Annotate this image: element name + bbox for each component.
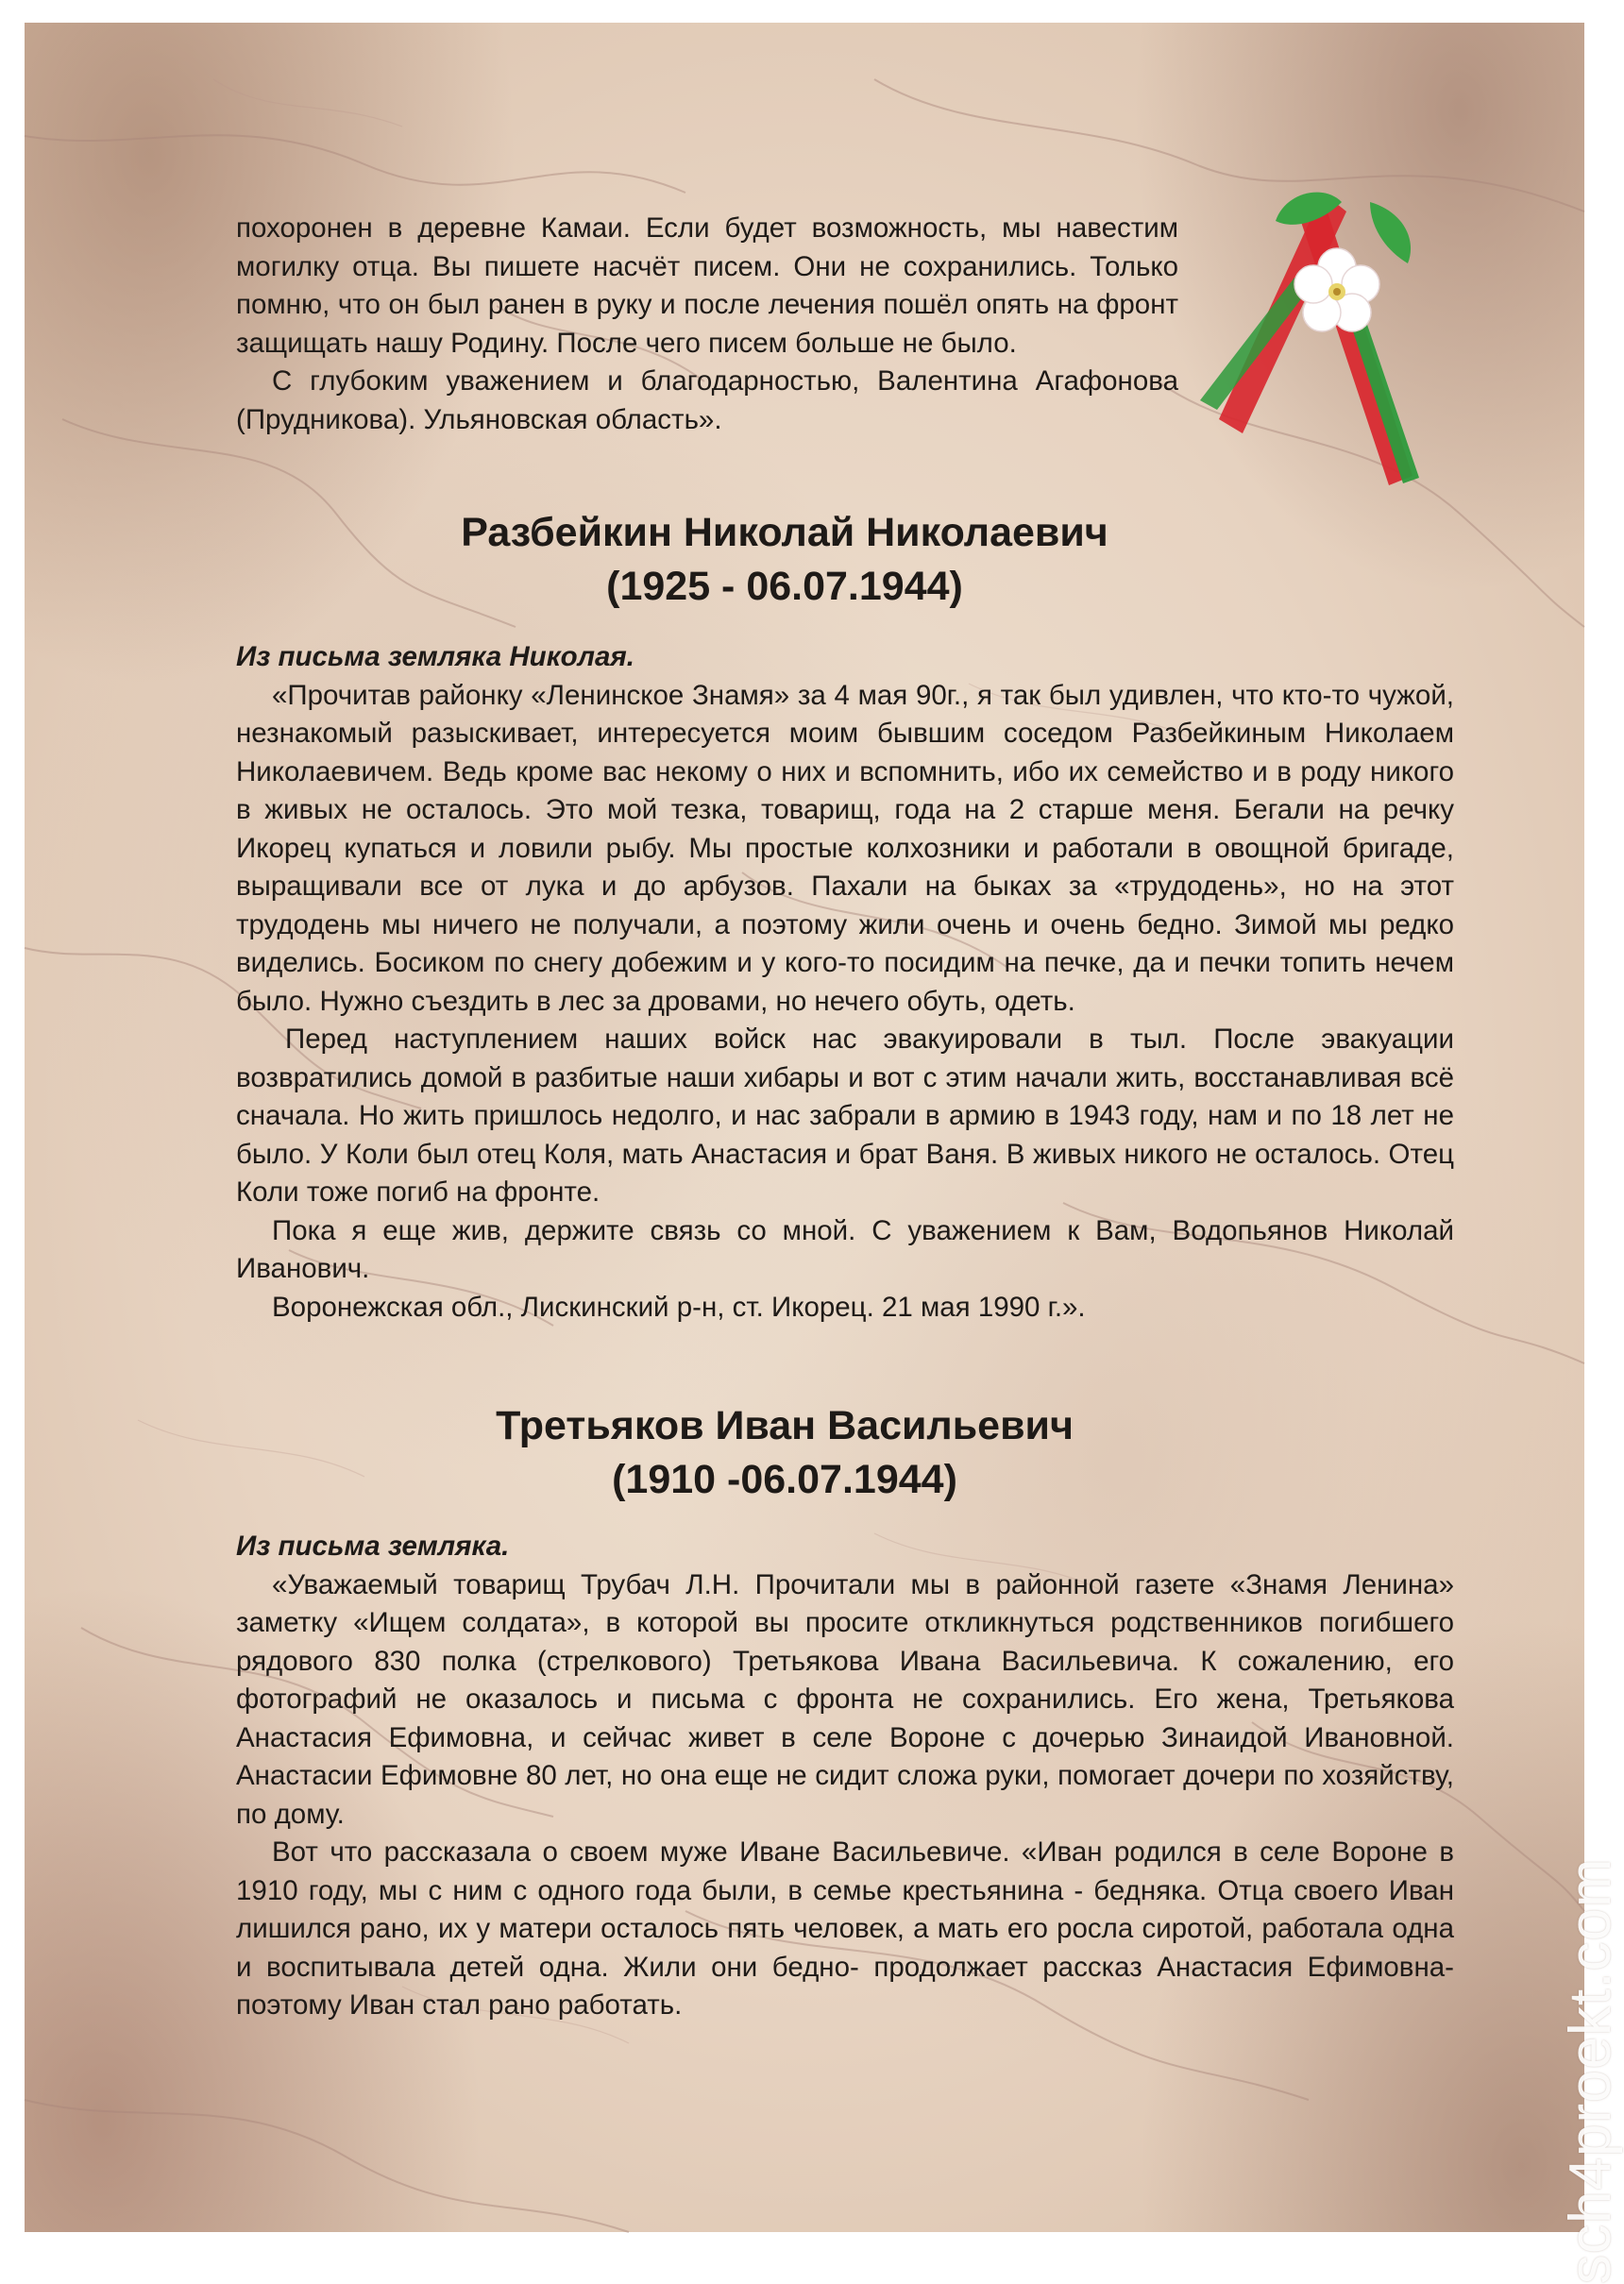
- letter-lead: Из письма земляка Николая.: [236, 641, 635, 672]
- letter-paragraph: Вот что рассказала о своем муже Иване Васильевиче. «Иван родился в селе Вороне в 1910 году, мы с ним с одного года были, в семье крестьянина - бедняка. Отца своего Иван лишился рано, их у матери осталось пять человек, а мать его росла сиротой, работала одна и воспитывала детей одна. Жили они бедно- продолжает рассказ Анастасия Ефимовна- поэтому Иван стал рано работать.: [236, 1836, 1454, 2021]
- intro-signature: С глубоким уважением и благодарностью, Валентина Агафонова (Прудникова). Ульяновская область».: [236, 365, 1178, 435]
- intro-paragraph: похоронен в деревне Камаи. Если будет возможность, мы навестим могилку отца. Вы пишете насчёт писем. Они не сохранились. Только помню, что он был ранен в руку и после лечения пошёл опять на фронт защищать нашу Родину. После чего писем больше не было.: [236, 212, 1178, 359]
- section-heading-razbeikin: [251, 506, 1318, 614]
- letter-razbeikin: [236, 638, 1454, 1327]
- letter-lead: Из письма земляка.: [236, 1531, 510, 1562]
- site-watermark: sch4proekt.com: [1558, 1857, 1623, 2284]
- letter-tretyakov: [236, 1528, 1454, 2025]
- letter-paragraph: Воронежская обл., Лискинский р-н, ст. Икорец. 21 мая 1990 г.».: [272, 1291, 1086, 1323]
- commemorative-ribbon-with-flower: [1181, 183, 1427, 495]
- person-name: Третьяков Иван Васильевич: [496, 1403, 1074, 1448]
- person-dates: (1925 - 06.07.1944): [606, 564, 963, 609]
- person-dates: (1910 -06.07.1944): [612, 1457, 957, 1502]
- section-heading-tretyakov: [251, 1399, 1318, 1507]
- intro-letter-ending: [236, 210, 1178, 439]
- letter-paragraph: «Уважаемый товарищ Трубач Л.Н. Прочитали мы в районной газете «Знамя Ленина» заметку «Ищем солдата», в которой вы просите откликнуться родственников погибшего рядового 830 полка (стрелкового) Третьякова Ивана Васильевича. К сожалению, его фотографий не оказалось и письма с фронта не сохранились. Его жена, Третьякова Анастасия Ефимовна, и сейчас живет в селе Вороне с дочерью Зинаидой Ивановной. Анастасии Ефимовне 80 лет, но она еще не сидит сложа руки, помогает дочери по хозяйству, по дому.: [236, 1568, 1454, 1830]
- letter-paragraph: Перед наступлением наших войск нас эвакуировали в тыл. После эвакуации возвратились домой в разбитые наши хибары и вот с этим начали жить, восстанавливая всё сначала. Но жить пришлось недолго, и нас забрали в армию в 1943 году, нам и по 18 лет не было. У Коли был отец Коля, мать Анастасия и брат Ваня. В живых никого не осталось. Отец Коли тоже погиб на фронте.: [236, 1024, 1454, 1208]
- letter-paragraph: «Прочитав районку «Ленинское Знамя» за 4 мая 90г., я так был удивлен, что кто-то чужой, незнакомый разыскивает, интересуется моим бывшим соседом Разбейкиным Николаем Николаевичем. Ведь кроме вас некому о них и вспомнить, ибо их семейство и в роду никого в живых не осталось. Это мой тезка, товарищ, года на 2 старше меня. Бегали на речку Икорец купаться и ловили рыбу. Мы простые колхозники и работали в овощной бригаде, выращивали все от лука и до арбузов. Пахали на быках за «трудодень», но на этот трудодень мы ничего не получали, а поэтому жили очень и очень бедно. Зимой мы редко виделись. Босиком по снегу добежим и у кого-то посидим на печке, да и печки топить нечем было. Нужно съездить в лес за дровами, но нечего обуть, одеть.: [236, 679, 1454, 1017]
- letter-paragraph: Пока я еще жив, держите связь со мной. С уважением к Вам, Водопьянов Николай Иванович.: [236, 1214, 1454, 1284]
- person-name: Разбейкин Николай Николаевич: [461, 510, 1108, 555]
- aged-paper-page: [25, 23, 1623, 2284]
